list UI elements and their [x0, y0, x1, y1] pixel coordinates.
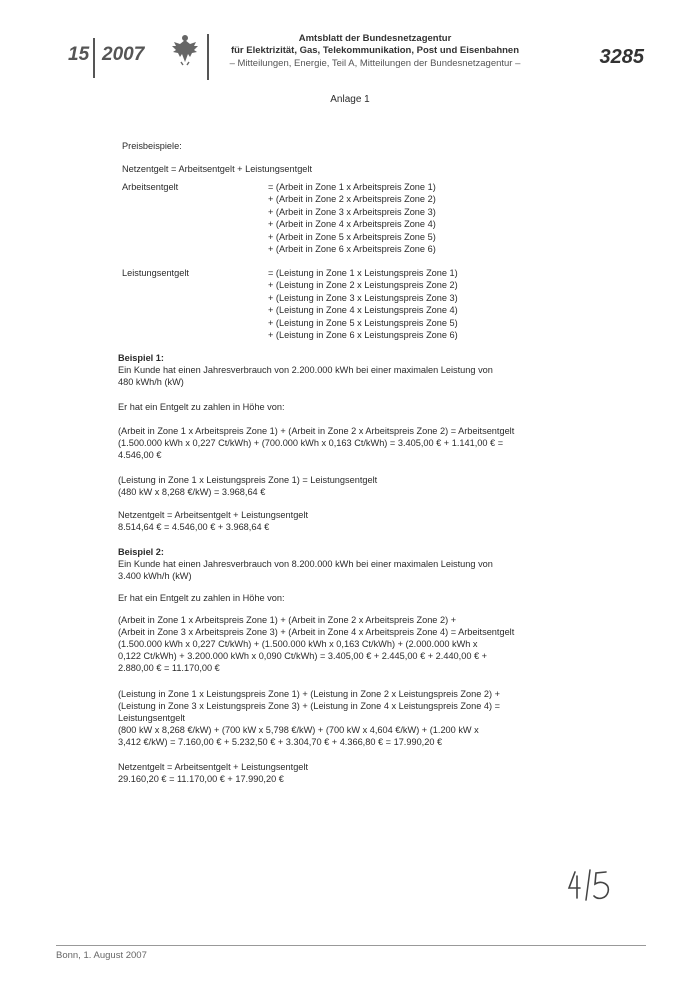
beispiel1-line: (Leistung in Zone 1 x Leistungspreis Zone 1) = Leistungsentgelt — [118, 475, 378, 485]
anlage-heading: Anlage 1 — [330, 94, 370, 105]
beispiel1-line: 480 kWh/h (kW) — [118, 377, 184, 387]
issue-year: 2007 — [102, 44, 145, 65]
formula-line: = (Arbeit in Zone 1 x Arbeitspreis Zone 1) — [268, 182, 436, 192]
beispiel2-line: (Leistung in Zone 3 x Leistungspreis Zone 3) + (Leistung in Zone 4 x Leistungspreis Zone 4) = — [118, 701, 501, 711]
formula-line: + (Arbeit in Zone 6 x Arbeitspreis Zone 6) — [268, 244, 436, 255]
formula-line: + (Arbeit in Zone 3 x Arbeitspreis Zone 3) — [268, 206, 436, 217]
leistungsentgelt-formula — [268, 267, 458, 341]
beispiel2-line: 3.400 kWh/h (kW) — [118, 571, 192, 581]
formula-line: = (Leistung in Zone 1 x Leistungspreis Zone 1) — [268, 268, 458, 278]
formula-line: + (Arbeit in Zone 5 x Arbeitspreis Zone 5) — [268, 231, 436, 242]
beispiel2-line: (Arbeit in Zone 1 x Arbeitspreis Zone 1) + (Arbeit in Zone 2 x Arbeitspreis Zone 2) + — [118, 615, 457, 625]
beispiel1-line: Ein Kunde hat einen Jahresverbrauch von 2.200.000 kWh bei einer maximalen Leistung von — [118, 365, 493, 375]
beispiel1-line: (Arbeit in Zone 1 x Arbeitspreis Zone 1) + (Arbeit in Zone 2 x Arbeitspreis Zone 2) = Arbeitsentgelt — [118, 426, 515, 436]
issue-number: 15 — [68, 44, 90, 65]
journal-section: – Mitteilungen, Energie, Teil A, Mitteilungen der Bundesnetzagentur – — [229, 58, 521, 69]
beispiel2-line: 2.880,00 € = 11.170,00 € — [118, 663, 220, 673]
preisbeispiele-heading: Preisbeispiele: — [122, 141, 182, 151]
beispiel2-line: Er hat ein Entgelt zu zahlen in Höhe von: — [118, 593, 285, 603]
formula-line: + (Leistung in Zone 2 x Leistungspreis Zone 2) — [268, 280, 458, 291]
formula-line: + (Arbeit in Zone 2 x Arbeitspreis Zone 2) — [268, 194, 436, 205]
arbeitsentgelt-label: Arbeitsentgelt — [122, 182, 179, 192]
beispiel2-title: Beispiel 2: — [118, 547, 164, 557]
arbeitsentgelt-formula — [268, 181, 436, 255]
beispiel2-line: 29.160,20 € = 11.170,00 € + 17.990,20 € — [118, 774, 284, 784]
beispiel1-line: (1.500.000 kWh x 0,227 Ct/kWh) + (700.000 kWh x 0,163 Ct/kWh) = 3.405,00 € + 1.141,00 € = — [118, 438, 504, 448]
formula-line: + (Leistung in Zone 3 x Leistungspreis Zone 3) — [268, 292, 458, 303]
beispiel2-line: Netzentgelt = Arbeitsentgelt + Leistungsentgelt — [118, 762, 309, 772]
journal-title: Amtsblatt der Bundesnetzagentur — [298, 33, 452, 44]
beispiel2-line: 0,122 Ct/kWh) + 3.200.000 kWh x 0,090 Ct/kWh) = 3.405,00 € + 2.445,00 € + 2.440,00 € + — [118, 651, 488, 661]
formula-line: + (Leistung in Zone 5 x Leistungspreis Zone 5) — [268, 317, 458, 328]
formula-line: + (Arbeit in Zone 4 x Arbeitspreis Zone 4) — [268, 219, 436, 230]
beispiel1-title: Beispiel 1: — [118, 353, 164, 363]
beispiel1-line: Netzentgelt = Arbeitsentgelt + Leistungsentgelt — [118, 510, 309, 520]
beispiel2-line: 3,412 €/kW) = 7.160,00 € + 5.232,50 € + 3.304,70 € + 4.366,80 € = 17.990,20 € — [118, 737, 443, 747]
leistungsentgelt-label: Leistungsentgelt — [122, 268, 189, 278]
beispiel2-line: (Leistung in Zone 1 x Leistungspreis Zone 1) + (Leistung in Zone 2 x Leistungspreis Zone 2) + — [118, 689, 501, 699]
journal-subtitle: für Elektrizität, Gas, Telekommunikation, Post und Eisenbahnen — [230, 45, 520, 56]
handwritten-page-note — [566, 868, 614, 902]
beispiel2-line: (800 kW x 8,268 €/kW) + (700 kW x 5,798 €/kW) + (700 kW x 4,604 €/kW) + (1.200 kW x — [118, 725, 479, 735]
netzentgelt-definition: Netzentgelt = Arbeitsentgelt + Leistungsentgelt — [122, 164, 313, 174]
footer-date: Bonn, 1. August 2007 — [56, 950, 147, 961]
page-number: 3285 — [599, 46, 644, 68]
beispiel2-line: Leistungsentgelt — [118, 713, 185, 723]
formula-line: + (Leistung in Zone 6 x Leistungspreis Zone 6) — [268, 330, 458, 341]
footer-divider — [56, 945, 646, 946]
beispiel1-line: 8.514,64 € = 4.546,00 € + 3.968,64 € — [118, 522, 270, 532]
beispiel2-line: (1.500.000 kWh x 0,227 Ct/kWh) + (1.500.000 kWh x 0,163 Ct/kWh) + (2.000.000 kWh x — [118, 639, 478, 649]
formula-line: + (Leistung in Zone 4 x Leistungspreis Zone 4) — [268, 305, 458, 316]
beispiel1-line: 4.546,00 € — [118, 450, 162, 460]
beispiel2-line: (Arbeit in Zone 3 x Arbeitspreis Zone 3) + (Arbeit in Zone 4 x Arbeitspreis Zone 4) = Arbeitsentgelt — [118, 627, 515, 637]
beispiel1-line: (480 kW x 8,268 €/kW) = 3.968,64 € — [118, 487, 266, 497]
beispiel2-line: Ein Kunde hat einen Jahresverbrauch von 8.200.000 kWh bei einer maximalen Leistung von — [118, 559, 493, 569]
beispiel1-line: Er hat ein Entgelt zu zahlen in Höhe von: — [118, 402, 285, 412]
